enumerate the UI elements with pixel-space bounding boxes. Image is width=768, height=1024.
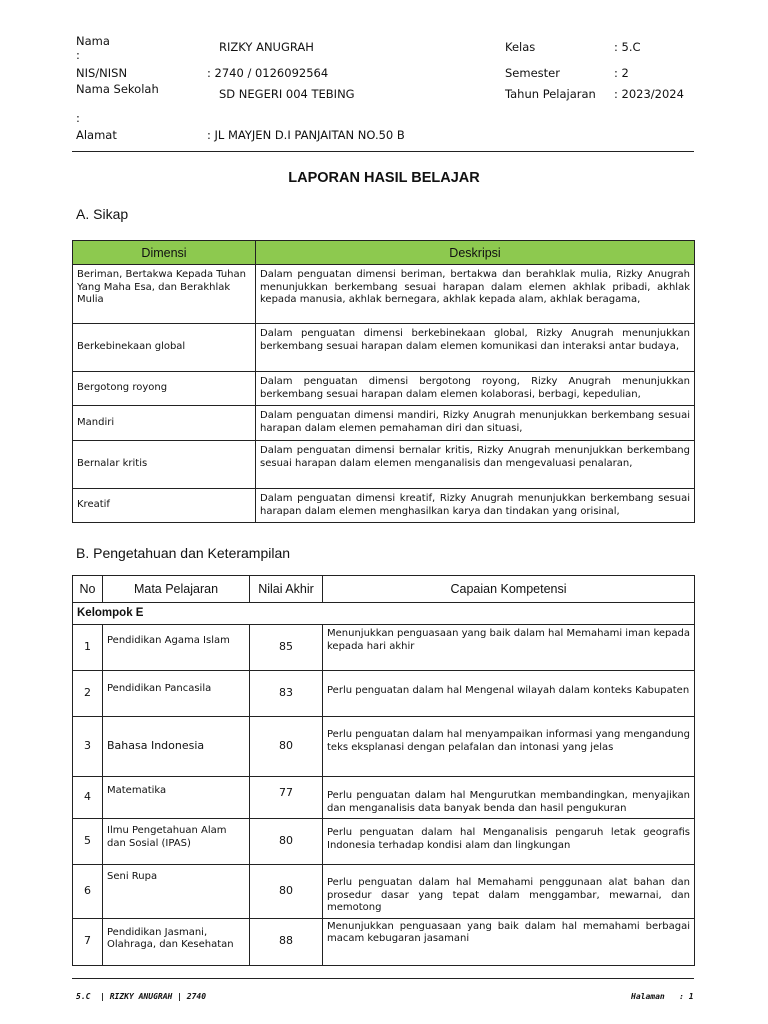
sikap-row [73,406,695,441]
alamat-label: Alamat [76,128,117,142]
row-no: 4 [73,777,103,819]
sikap-dimensi: Bernalar kritis [73,441,256,489]
sikap-deskripsi: Dalam penguatan dimensi berkebinekaan global, Rizky Anugrah menunjukkan berkembang sesuai harapan dalam elemen komunikasi dan interaksi antar budaya, [256,324,695,372]
sikap-row [73,489,695,523]
nis-value: : 2740 / 0126092564 [207,66,329,80]
table-row [73,865,695,919]
sikap-row [73,372,695,406]
semester-label: Semester [505,66,560,80]
tahun-value: : 2023/2024 [614,87,684,101]
footer-info: 5.C | RIZKY ANUGRAH | 2740 [76,992,207,1001]
col-dimensi-header: Dimensi [73,241,256,265]
kelas-label: Kelas [505,40,536,54]
sekolah-colon: : [76,111,80,125]
group-label: Kelompok E [73,603,695,625]
nis-label: NIS/NISN [76,66,128,80]
sikap-dimensi: Berkebinekaan global [73,324,256,372]
sikap-deskripsi: Dalam penguatan dimensi bergotong royong, Rizky Anugrah menunjukkan berkembang sesuai harapan dalam elemen kolaborasi, berbagi, kepedulian, [256,372,695,406]
header-divider [72,151,694,152]
sikap-dimensi: Beriman, Bertakwa Kepada Tuhan Yang Maha Esa, dan Berakhlak Mulia [73,265,256,324]
sekolah-label: Nama Sekolah [76,82,159,96]
sikap-dimensi: Mandiri [73,406,256,441]
row-nilai: 88 [250,918,323,965]
row-mapel: Ilmu Pengetahuan Alam dan Sosial (IPAS) [103,819,250,865]
footer-page-number: Halaman : 1 [631,992,694,1001]
nama-colon: : [76,48,80,62]
sikap-table [72,240,695,523]
group-row [73,603,695,625]
row-mapel: Pendidikan Pancasila [103,671,250,717]
row-nilai: 80 [250,717,323,777]
sikap-row [73,441,695,489]
row-mapel: Bahasa Indonesia [103,717,250,777]
row-capaian: Perlu penguatan dalam hal Mengurutkan membandingkan, menyajikan dan menganalisis data banyak benda dan hasil pengukuran [323,777,695,819]
row-capaian: Menunjukkan penguasaan yang baik dalam hal memahami berbagai macam kebugaran jasamani [323,918,695,965]
sikap-deskripsi: Dalam penguatan dimensi kreatif, Rizky Anugrah menunjukkan berkembang sesuai harapan dalam elemen menghasilkan karya dan tindakan yang orisinal, [256,489,695,523]
row-capaian: Perlu penguatan dalam hal menyampaikan informasi yang mengandung teks eksplanasi dengan pelafalan dan intonasi yang jelas [323,717,695,777]
row-no: 3 [73,717,103,777]
row-nilai: 80 [250,819,323,865]
row-capaian: Perlu penguatan dalam hal Menganalisis pengaruh letak geografis Indonesia terhadap kondisi alam dan lingkungan [323,819,695,865]
sikap-dimensi: Kreatif [73,489,256,523]
col-mapel-header: Mata Pelajaran [103,576,250,603]
table-row [73,671,695,717]
row-no: 6 [73,865,103,919]
row-mapel: Seni Rupa [103,865,250,919]
sikap-deskripsi: Dalam penguatan dimensi beriman, bertakwa dan berahklak mulia, Rizky Anugrah menunjukkan berkembang sesuai harapan dalam elemen akhlak pribadi, akhlak kepada manusia, akhlak bernegara, akhlak kepada alam, akhlak beragama, [256,265,695,324]
sekolah-value: SD NEGERI 004 TEBING [219,87,355,101]
row-no: 1 [73,625,103,671]
row-no: 5 [73,819,103,865]
col-no-header: No [73,576,103,603]
row-nilai: 85 [250,625,323,671]
table-row [73,918,695,965]
sikap-deskripsi: Dalam penguatan dimensi mandiri, Rizky Anugrah menunjukkan berkembang sesuai harapan dalam elemen pemahaman diri dan situasi, [256,406,695,441]
row-mapel: Pendidikan Agama Islam [103,625,250,671]
row-nilai: 83 [250,671,323,717]
nilai-table [72,575,695,966]
sikap-row [73,324,695,372]
row-nilai: 77 [250,777,323,819]
col-deskripsi-header: Deskripsi [256,241,695,265]
row-capaian: Perlu penguatan dalam hal Memahami penggunaan alat bahan dan prosedur dasar yang tepat dalam menggambar, mewarnai, dan memotong [323,865,695,919]
nilai-header-row [73,576,695,603]
table-row [73,625,695,671]
row-mapel: Matematika [103,777,250,819]
footer-divider [72,978,694,979]
col-nilai-header: Nilai Akhir [250,576,323,603]
sikap-header-row [73,241,695,265]
table-row [73,717,695,777]
table-row [73,777,695,819]
sikap-deskripsi: Dalam penguatan dimensi bernalar kritis, Rizky Anugrah menunjukkan berkembang sesuai harapan dalam elemen menganalisis dan mengevaluasi penalaran, [256,441,695,489]
sikap-row [73,265,695,324]
report-title: LAPORAN HASIL BELAJAR [288,170,480,186]
pengetahuan-heading: B. Pengetahuan dan Keterampilan [76,545,291,561]
row-nilai: 80 [250,865,323,919]
nama-value: RIZKY ANUGRAH [219,40,314,54]
row-mapel: Pendidikan Jasmani, Olahraga, dan Kesehatan [103,918,250,965]
tahun-label: Tahun Pelajaran [505,87,596,101]
nama-label: Nama [76,34,110,48]
row-capaian: Menunjukkan penguasaan yang baik dalam hal Memahami iman kepada kepada hari akhir [323,625,695,671]
row-no: 7 [73,918,103,965]
alamat-value: : JL MAYJEN D.I PANJAITAN NO.50 B [207,128,405,142]
sikap-dimensi: Bergotong royong [73,372,256,406]
row-no: 2 [73,671,103,717]
col-capaian-header: Capaian Kompetensi [323,576,695,603]
sikap-heading: A. Sikap [76,206,129,222]
row-capaian: Perlu penguatan dalam hal Mengenal wilayah dalam konteks Kabupaten [323,671,695,717]
table-row [73,819,695,865]
semester-value: : 2 [614,66,629,80]
kelas-value: : 5.C [614,40,641,54]
